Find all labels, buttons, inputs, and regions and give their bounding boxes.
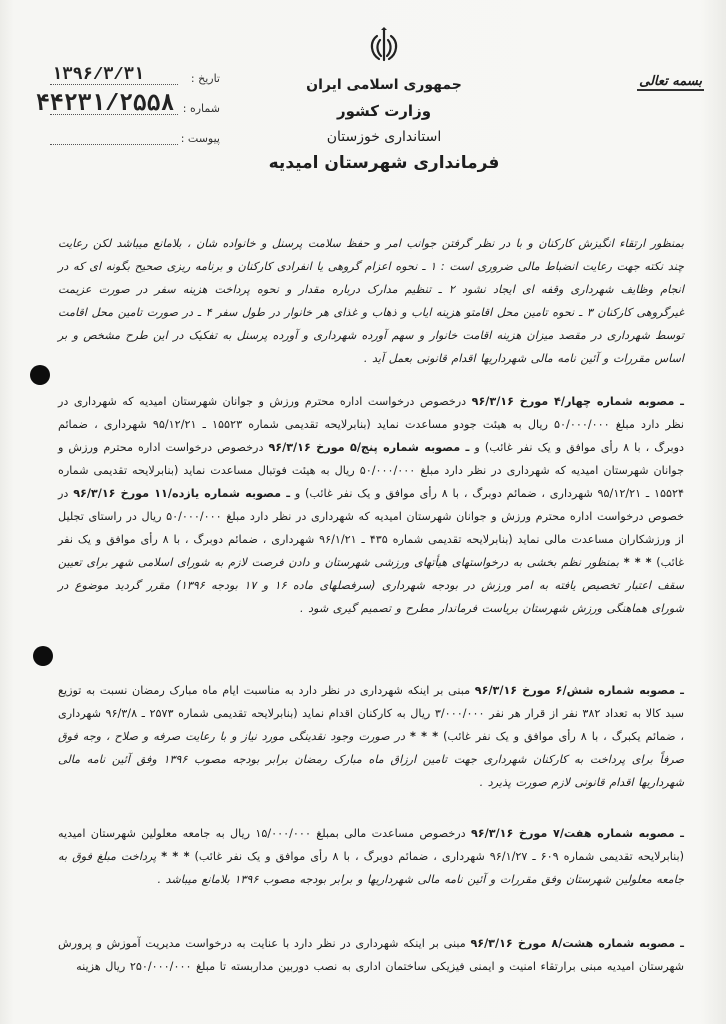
resolution-3 [58,822,684,891]
ministry-title: وزارت کشور [336,102,432,120]
stars-separator: * * * [161,850,190,863]
punch-hole-top [30,365,50,385]
date-value: ۱۳۹۶/۳/۳۱ [52,66,145,85]
resolution-7-text: درخصوص مساعدت مالی بمبلغ ۱۵/۰۰۰/۰۰۰ ریال به جامعه معلولین شهرستان امیدیه (بنابرلایحه تقدیمی شماره ۶۰۹ ـ ۹۶/۱/۲۷ شهرداری ، ضمائم دوبرگ ، با ۸ رأی موافق و یک نفر غائب) [58,827,685,863]
resolution-6-note: در صورت وجود نقدینگی مورد نیاز و با رعایت صرفه و صلاح ، وجه فوق صرفاً برای پرداخت به کارکنان شهرداری جهت تامین ارزاق ماه مبارک رمضان برابر بودجه مصوب ۱۳۹۶ وفق آئین نامه مالی شهرداریها اقدام قانونی لازم صورت پذیرد . [58,730,684,789]
stars-separator: * * * [409,730,439,743]
bismillah: بسمه تعالی [639,74,702,89]
republic-title: جمهوری اسلامی ایران [306,77,462,93]
intro-paragraph [58,232,684,370]
number-value: ۴۴۲۳۱/۲۵۵۸ [36,91,175,117]
resolution-sports-note: بمنظور نظم بخشی به درخواستهای هیأتهای ورزشی شهرستان و دادن فرصت لازم به شورای اسلامی شهر برای تعیین سقف اعتبار تخصیص یافته به امر ورزش در بودجه شهرداری (سرفصلهای ماده ۱۶ و ۱۷ بودجه ۱۳۹۶) مقرر گردید موضوع در شورای هماهنگی ورزش شهرستان بریاست فرماندار مطرح و تصمیم گیری شود . [58,556,684,615]
resolution-6-text: مبنی بر اینکه شهرداری در نظر دارد به مناسبت ایام ماه مبارک رمضان نسبت به توزیع سبد کالا به تعداد ۳۸۲ نفر از قرار هر نفر ۳/۰۰۰/۰۰۰ ریال به کارکنان اقدام نماید (بنابرلایحه تقدیمی شماره ۲۵۷۳ ـ ۹۶/۳/۸ شهرداری ، ضمائم یکبرگ ، با ۸ رأی موافق و یک نفر غائب) [58,684,685,743]
attachment-label: پیوست : [180,132,220,145]
resolution-2 [58,679,684,794]
county-title: فرمانداری شهرستان امیدیه [268,153,500,173]
attachment-row [30,124,220,154]
stars-separator: * * * [623,556,652,569]
resolution-8-heading: ـ مصوبه شماره هشت/۸ مورخ ۹۶/۳/۱۶ [470,937,684,950]
number-row [30,91,220,124]
province-title: استانداری خوزستان [326,129,442,145]
iran-emblem-icon [364,26,404,66]
resolution-11-heading: ـ مصوبه شماره یازده/۱۱ مورخ ۹۶/۳/۱۶ [73,487,291,500]
resolution-7-heading: ـ مصوبه شماره هفت/۷ مورخ ۹۶/۳/۱۶ [470,827,684,840]
intro-text: بمنظور ارتقاء انگیزش کارکنان و با در نظر گرفتن جوانب امر و حفظ سلامت پرسنل و خانواده شان ، بلامانع میباشد لکن رعایت چند نکته جهت رعایت انضباط مالی ضروری است : ۱ ـ نحوه اعزام گروهی یا انفرادی کارکنان و برنامه ریزی صحیح بگونه ای که در انجام وظایف شهرداری وقفه ای ایجاد نشود ۲ ـ تنظیم مدارک درباره مقدار و نحوه پرداخت هزینه سفر در صورت عزیمت غیرگروهی کارکنان ۳ ـ نحوه تامین محل اقامتو هزینه ایاب و ذهاب و غذای هر خانوار در طول سفر ۴ ـ در صورت تامین محل اقامت توسط شهرداری در مقصد میزان هزینه اقامت خانوار و سهم آورده شهرداری و آورده پرسنل به تفکیک در این طرح مشخص و بر اساس مقررات و آئین نامه مالی شهرداریها اقدام قانونی بعمل آید . [58,237,685,365]
number-label: شماره : [182,102,220,115]
resolution-4-heading: ـ مصوبه شماره چهار/۴ مورخ ۹۶/۳/۱۶ [471,395,684,408]
resolution-1 [58,390,684,620]
letter-meta [30,64,220,154]
resolution-4-text: درخصوص درخواست اداره محترم ورزش و جوانان شهرستان امیدیه که شهرداری در نظر دارد مبلغ ۵۰/۰۰۰/۰۰۰ ریال به هیئت جودو مساعدت نماید (بنابرلایحه تقدیمی شماره ۱۵۵۲۳ ـ ۹۵/۱۲/۲۱ شهرداری ، ضمائم دوبرگ ، با ۸ رأی موافق و یک نفر غائب) و [58,395,685,454]
resolution-4 [58,932,684,978]
resolution-11-text: در خصوص درخواست اداره محترم ورزش و جوانان شهرستان امیدیه که شهرداری در نظر دارد مبلغ ۵۰/۰۰۰/۰۰۰ ریال در راستای تجلیل از ورزشکاران مساعدت مالی نماید (بنابرلایحه تقدیمی شماره ۴۳۵ ـ ۹۶/۱/۲۱ شهرداری ، ضمائم دوبرگ ، با ۸ رأی موافق و یک نفر غائب) [58,487,685,569]
resolution-8-text: مبنی بر اینکه شهرداری در نظر دارد با عنایت به درخواست مدیریت آموزش و پرورش شهرستان امیدیه مبنی برارتقاء امنیت و ایمنی فیزیکی ساختمان اداری به نصب دوربین مداربسته تا مبلغ ۲۵۰/۰۰۰/۰۰۰ ریال هزینه [58,937,684,973]
resolution-6-heading: ـ مصوبه شماره شش/۶ مورخ ۹۶/۳/۱۶ [474,684,685,697]
resolution-5-heading: ـ مصوبه شماره پنج/۵ مورخ ۹۶/۳/۱۶ [268,441,470,454]
resolution-5-text: درخصوص درخواست اداره محترم ورزش و جوانان شهرستان امیدیه که شهرداری در نظر دارد مبلغ ۵۰/۰۰۰/۰۰۰ ریال به هیئت فوتبال مساعدت نماید (بنابرلایحه تقدیمی شماره ۱۵۵۲۴ ـ ۹۵/۱۲/۲۱ شهرداری ، ضمائم دوبرگ ، با ۸ رأی موافق و یک نفر غائب) و [58,441,685,500]
letterhead [250,72,518,176]
punch-hole-bottom [33,646,53,666]
resolution-7-note: پرداخت مبلغ فوق به جامعه معلولین شهرستان وفق مقررات و آئین نامه مالی شهرداریها و برابر بودجه مصوب ۱۳۹۶ بلامانع میباشد . [58,850,684,886]
date-label: تاریخ : [190,72,220,85]
